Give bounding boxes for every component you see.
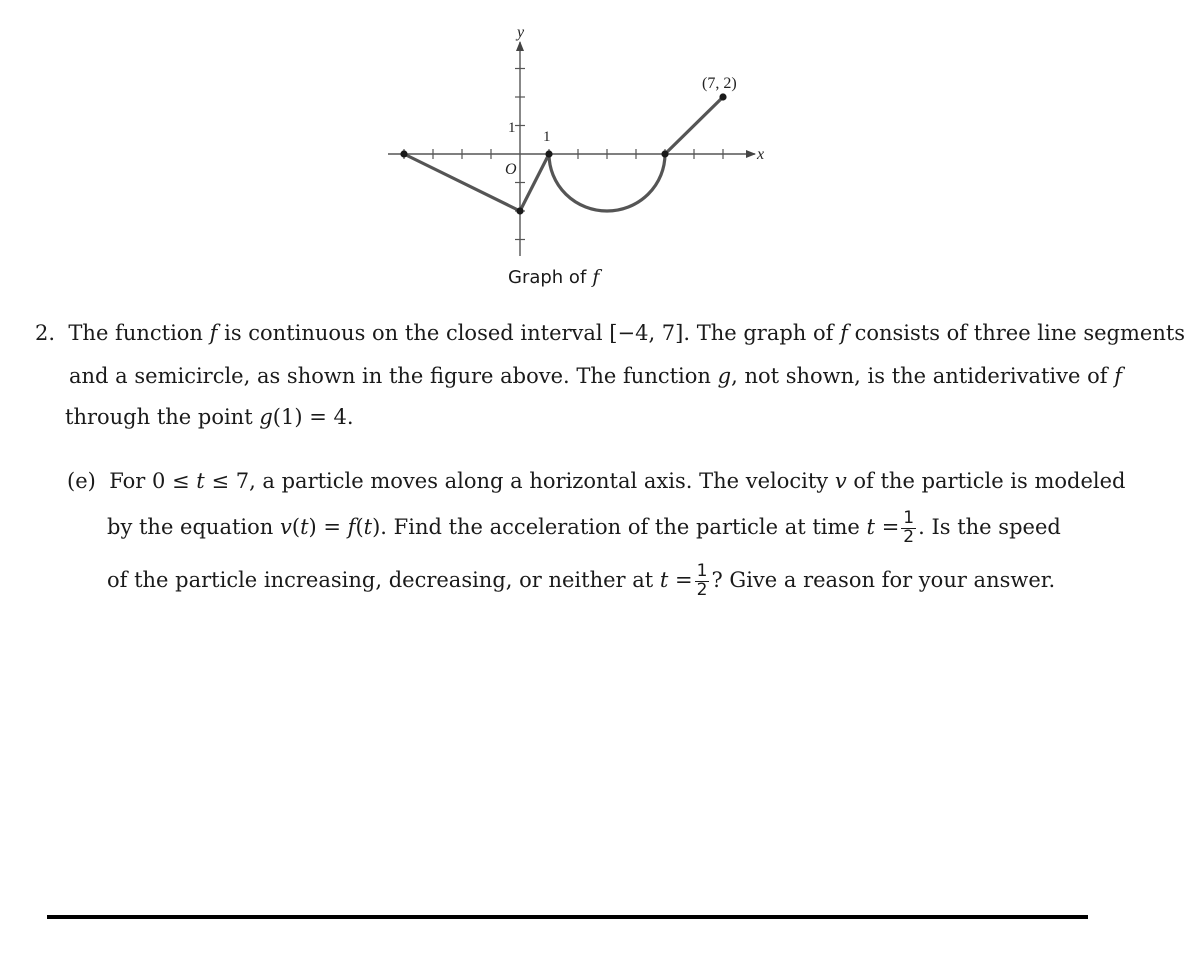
origin-label: O	[505, 161, 517, 178]
problem-line-3: through the point g(1) = 4.	[65, 405, 354, 429]
problem-line-2: and a semicircle, as shown in the figure above. The function g, not shown, is the antiderivative of f	[69, 364, 1122, 388]
graph-point	[719, 93, 726, 100]
x-tick-label: 1	[543, 129, 551, 145]
problem-number: 2.	[35, 321, 56, 345]
graph-of-f	[0, 0, 1144, 300]
graph-caption	[508, 266, 599, 288]
caption-var: f	[592, 266, 600, 288]
curve-segment	[665, 97, 723, 154]
part-e-line-3: of the particle increasing, decreasing, or neither at t = $\frac{1}{2}$ ? Give a reason for your answer.	[107, 561, 1056, 600]
axes	[388, 42, 755, 256]
point-label: (7, 2)	[702, 75, 737, 92]
y-axis-label: y	[517, 24, 525, 41]
answer-rule	[47, 915, 1088, 919]
graph-point	[661, 150, 668, 157]
part-e-label: (e)	[67, 469, 96, 493]
fraction-one-half: $\frac{1}{2}$	[696, 561, 708, 600]
fraction-one-half: $\frac{1}{2}$	[903, 508, 915, 547]
part-e-line-2: by the equation v(t) = f(t). Find the acceleration of the particle at time t = $\frac{1}{2}$ . Is the speed	[107, 508, 1061, 547]
curve-segment	[404, 154, 520, 211]
problem-line-1: 2. The function f is continuous on the closed interval [−4, 7]. The graph of f consists of three line segments	[35, 321, 1185, 345]
graph-point	[400, 150, 407, 157]
caption-prefix: Graph of	[508, 267, 587, 288]
part-e-line-1: (e) For 0 ≤ t ≤ 7, a particle moves along a horizontal axis. The velocity v of the particle is modeled	[67, 469, 1126, 493]
graph-point	[516, 207, 523, 214]
y-tick-label: 1	[508, 120, 516, 136]
curve-semicircle	[549, 154, 665, 211]
x-axis-label: x	[757, 146, 765, 163]
graph-point	[545, 150, 552, 157]
